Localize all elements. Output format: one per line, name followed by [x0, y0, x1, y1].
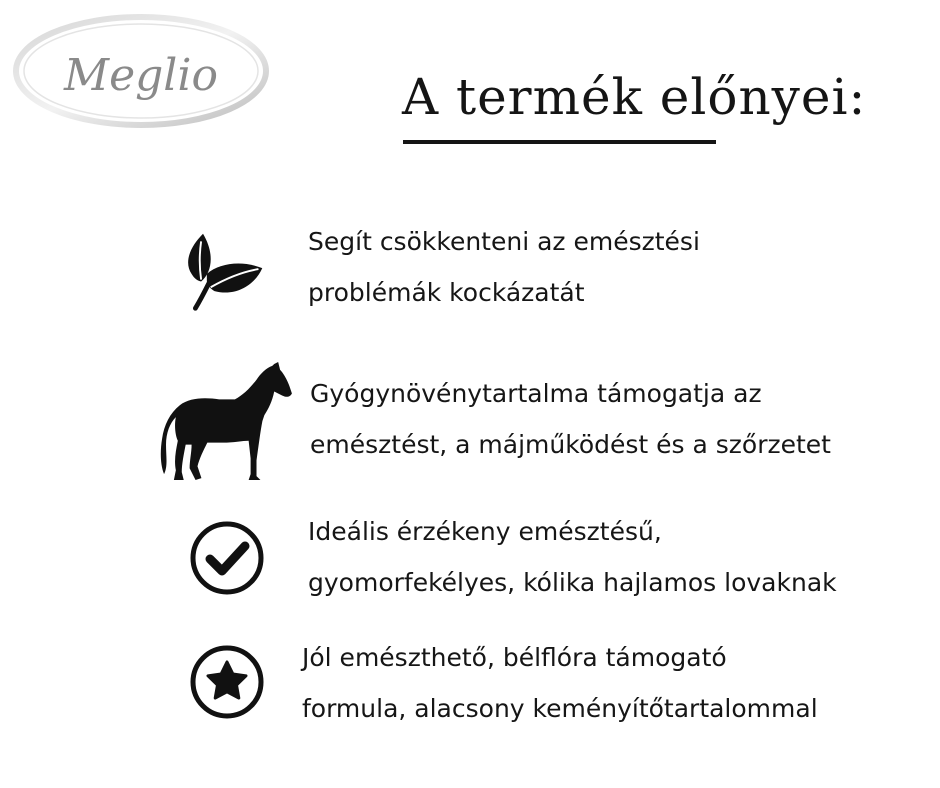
- benefit-line: Jól emészthető, bélflóra támogató: [302, 643, 727, 672]
- benefit-line: Segít csökkenteni az emésztési: [308, 227, 700, 256]
- benefit-line: emésztést, a májműködést és a szőrzetet: [310, 430, 831, 459]
- title-underline: [403, 140, 716, 144]
- logo-emblem: [12, 12, 270, 130]
- page-title: A termék előnyei:: [402, 68, 867, 126]
- brand-logo: [12, 12, 270, 130]
- benefit-line: gyomorfekélyes, kólika hajlamos lovaknak: [308, 568, 837, 597]
- benefit-text: [310, 368, 831, 470]
- logo-wordmark: Meglio: [64, 50, 218, 101]
- check-circle-icon: [187, 518, 267, 598]
- star-circle-icon: [187, 642, 267, 722]
- horse-icon: [158, 362, 296, 482]
- benefit-text: [308, 216, 700, 318]
- benefit-line: formula, alacsony keményítőtartalommal: [302, 694, 818, 723]
- benefit-text: [308, 506, 837, 608]
- benefit-text: [302, 632, 818, 734]
- benefit-line: problémák kockázatát: [308, 278, 585, 307]
- benefit-line: Ideális érzékeny emésztésű,: [308, 517, 662, 546]
- benefit-line: Gyógynövénytartalma támogatja az: [310, 379, 762, 408]
- leaf-icon: [182, 228, 268, 314]
